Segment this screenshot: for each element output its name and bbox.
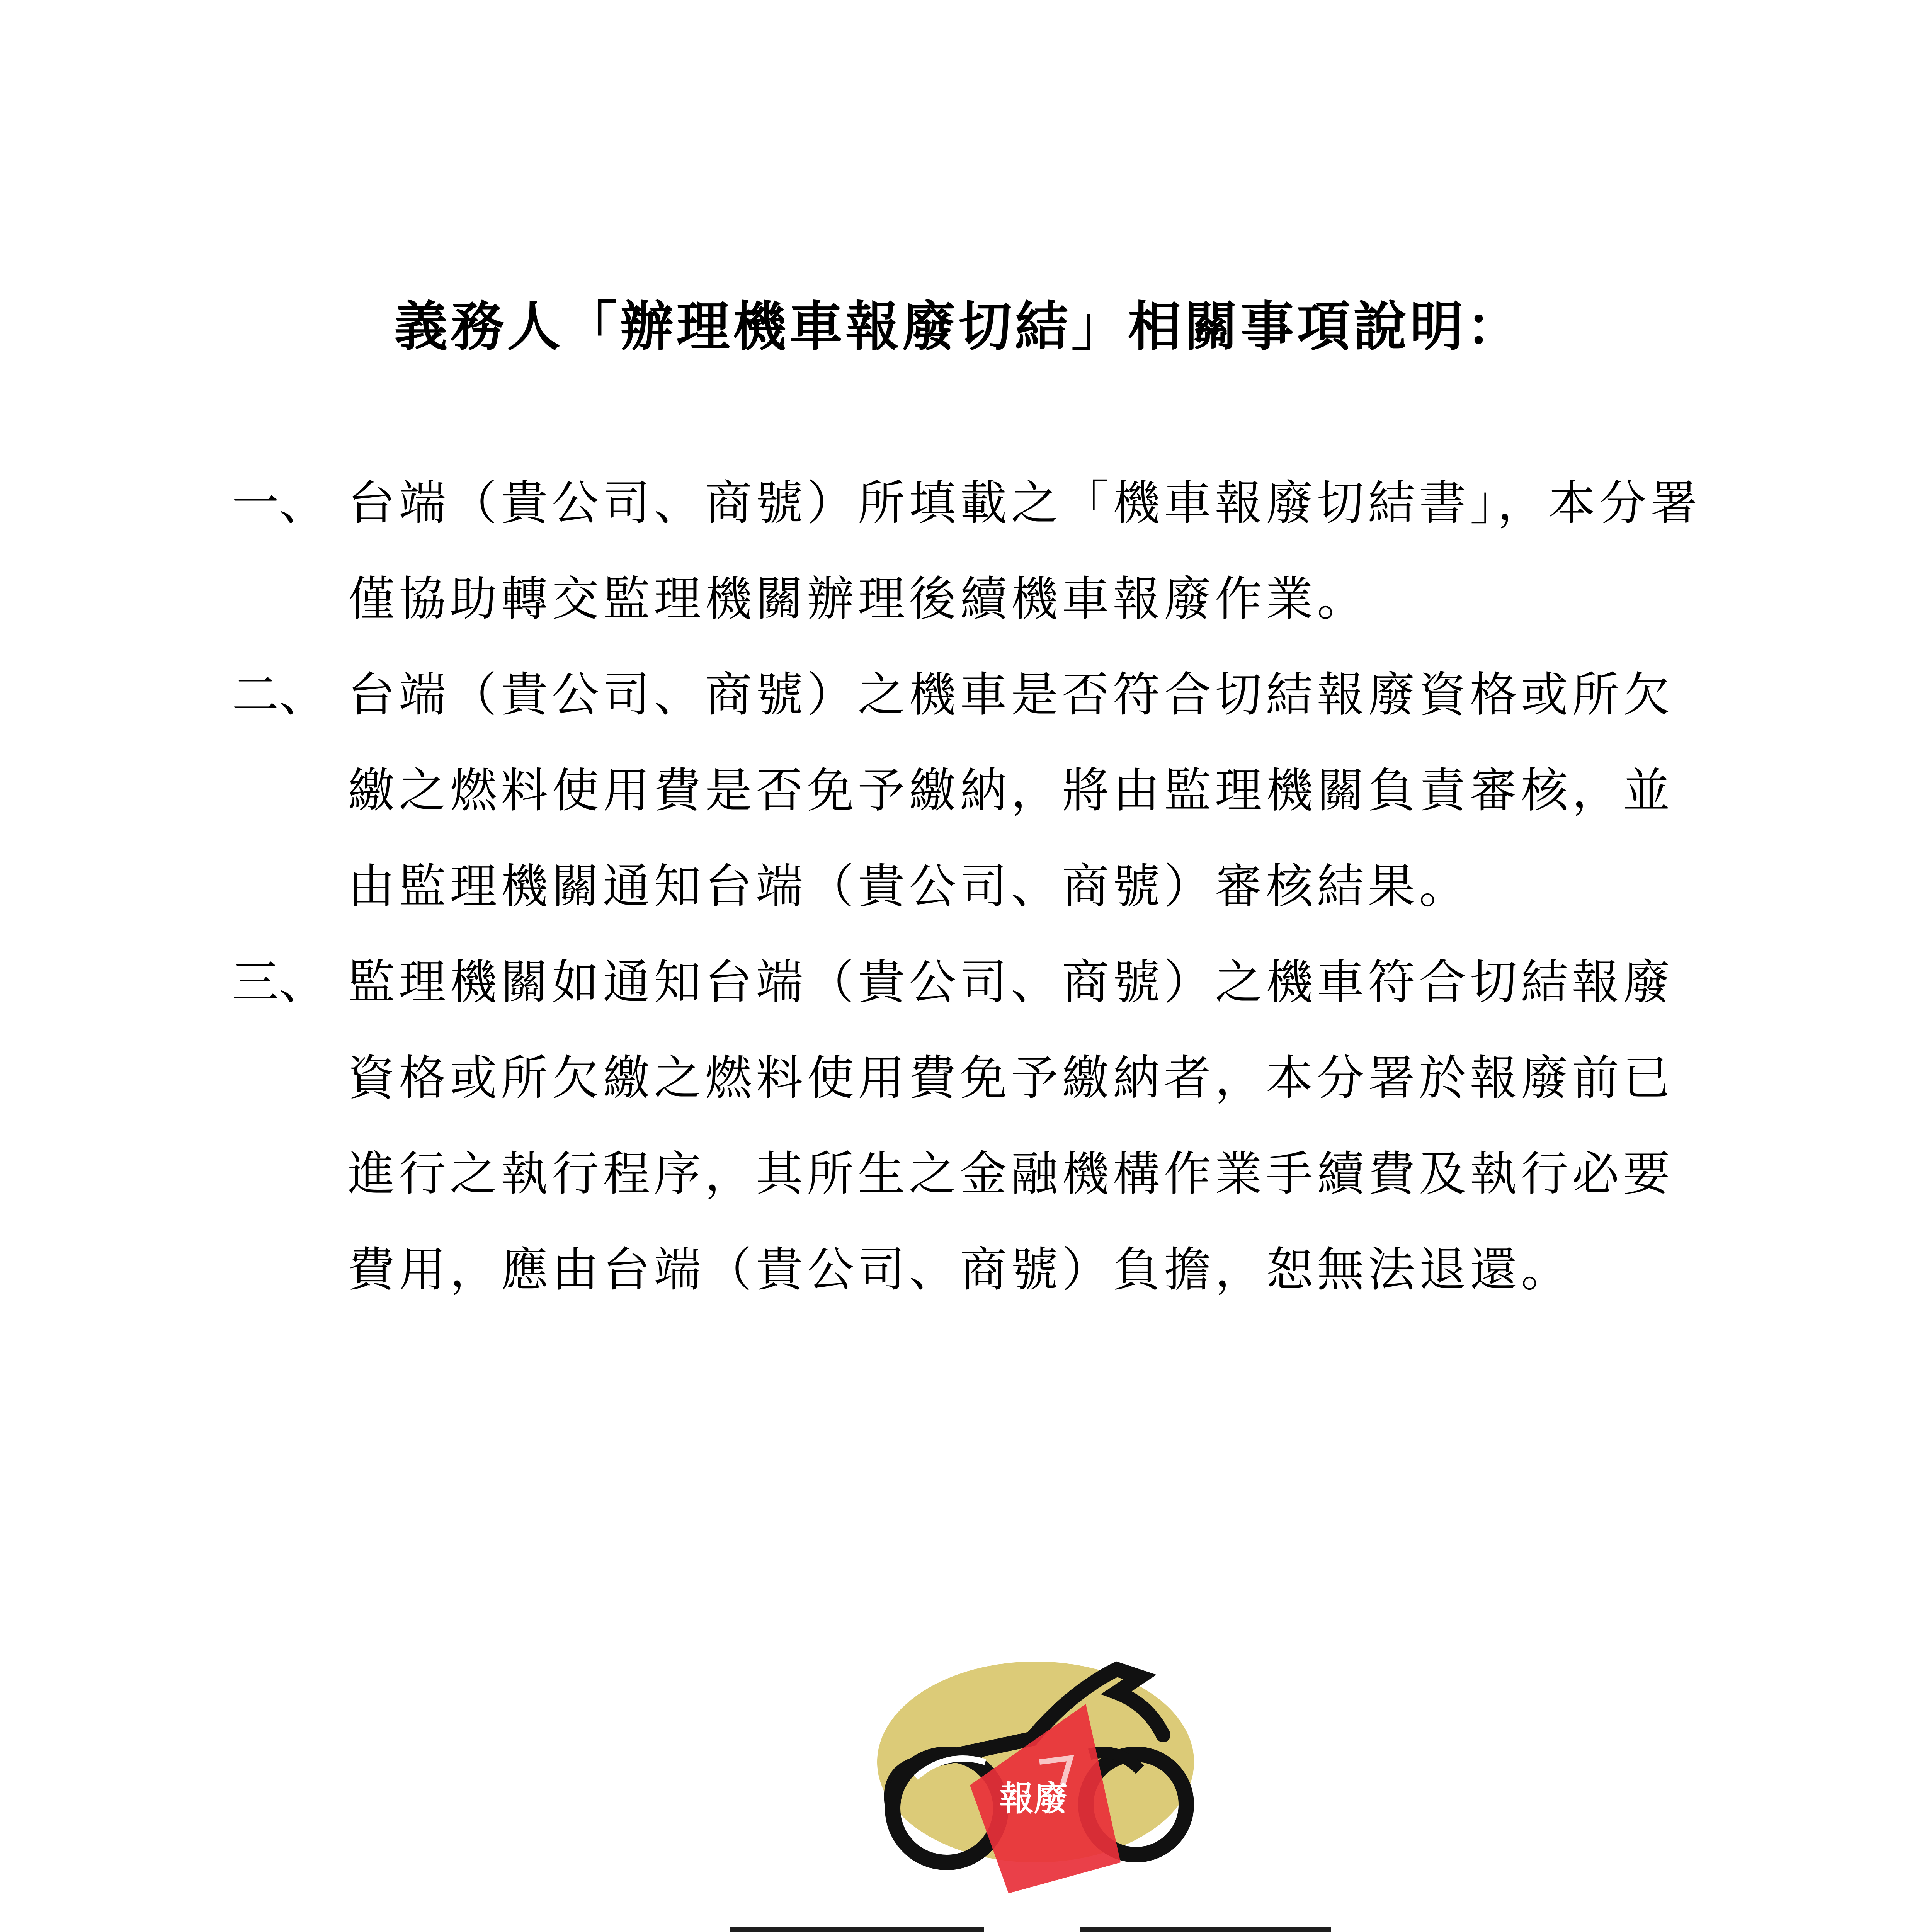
- item-text: 監理機關如通知台端（貴公司、商號）之機車符合切結報廢 資格或所欠繳之燃料使用費免予繳納者，本分署於報廢前已 進行之執行程序，其所生之金融機構作業手續費及執行必要 費用，應由台端（貴公司、商號）負擔，恕無法退還。: [348, 955, 1674, 1297]
- item-text: 台端（貴公司、商號）之機車是否符合切結報廢資格或所欠 繳之燃料使用費是否免予繳納，將由監理機關負責審核，並 由監理機關通知台端（貴公司、商號）審核結果。: [348, 667, 1674, 914]
- document-title: 義務人「辦理機車報廢切結」相關事項說明：: [394, 295, 1523, 358]
- vehicle-body-scrap-box: [730, 1927, 984, 1932]
- vehicle-registration-scrap-box: [1080, 1927, 1331, 1932]
- item-marker: 三、: [232, 955, 326, 1010]
- motorcycle-icon: [869, 1646, 1202, 1893]
- item-marker: 二、: [232, 667, 326, 722]
- item-text: 台端（貴公司、商號）所填載之「機車報廢切結書」，本分署 僅協助轉交監理機關辦理後續機車報廢作業。: [348, 476, 1701, 626]
- item-marker: 一、: [232, 476, 326, 531]
- scrap-stamp-label: 報廢: [999, 1779, 1068, 1818]
